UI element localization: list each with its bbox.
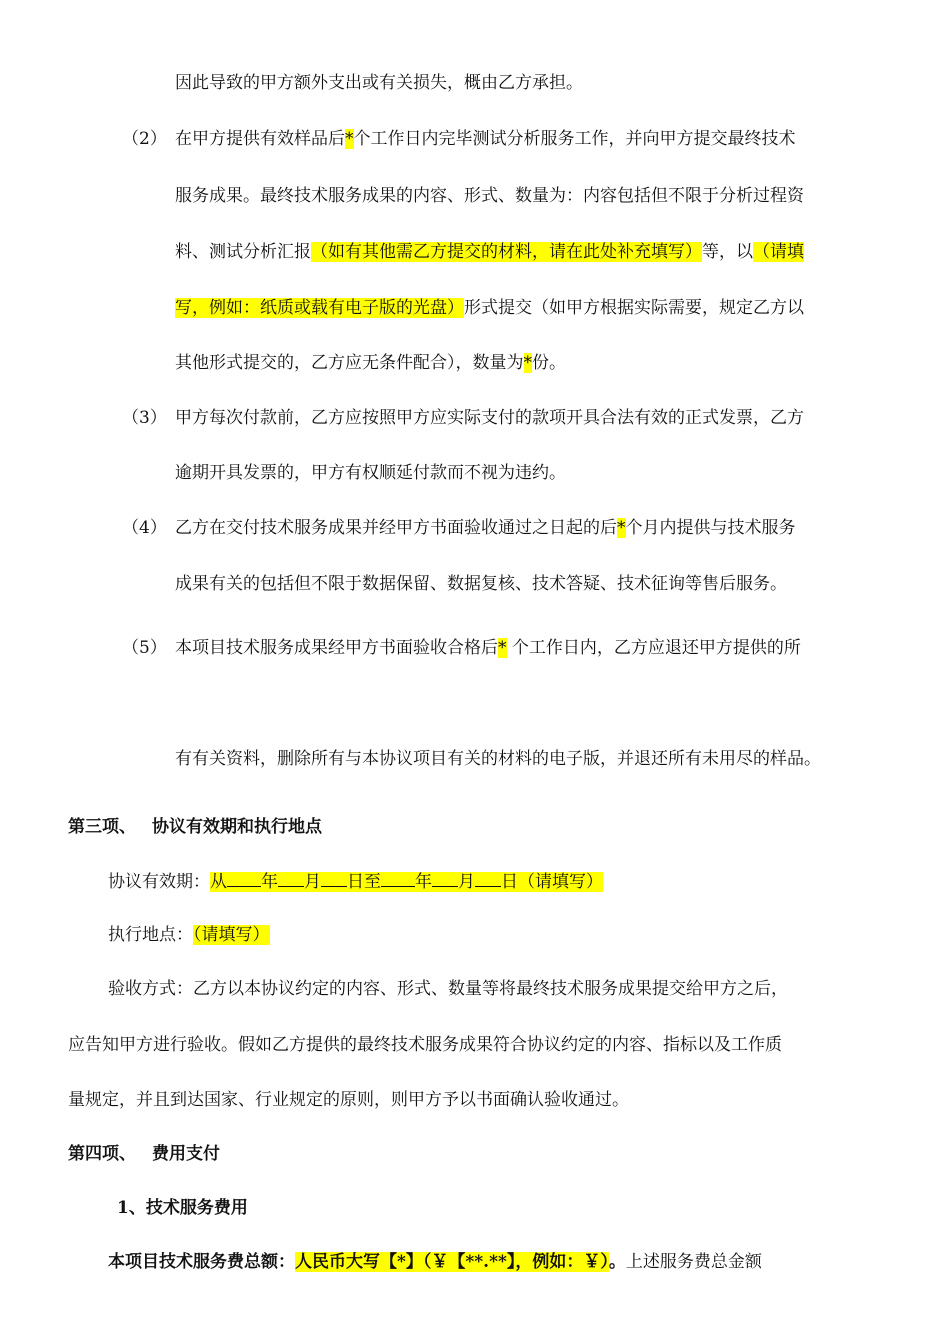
blank-field <box>321 869 347 887</box>
section-heading <box>68 1142 220 1166</box>
item-number: （4） <box>122 518 167 538</box>
text-run: 乙方在交付技术服务成果并经甲方书面验收通过之日起的后 <box>175 518 617 538</box>
paragraph-line: 甲方每次付款前，乙方应按照甲方应实际支付的款项开具合法有效的正式发票，乙方 <box>175 408 804 428</box>
highlight-placeholder: （如有其他需乙方提交的材料，请在此处补充填写） <box>311 242 702 262</box>
text-run: 形式提交（如甲方根据实际需要，规定乙方以 <box>464 298 804 318</box>
paragraph-line <box>175 636 801 660</box>
item-number: （2） <box>122 129 167 149</box>
text-run: 日（请填写） <box>501 872 603 892</box>
blank-field <box>227 869 261 887</box>
item-number: （5） <box>122 638 167 658</box>
subsection-heading: 1、技术服务费用 <box>117 1198 248 1218</box>
item-number: （3） <box>122 408 167 428</box>
place-line <box>108 923 270 947</box>
paragraph-line: 应告知甲方进行验收。假如乙方提供的最终技术服务成果符合协议约定的内容、指标以及工作质 <box>68 1035 782 1055</box>
text-run: 月 <box>458 872 475 892</box>
validity-label: 协议有效期： <box>108 872 210 892</box>
section-number: 第四项、 <box>68 1144 136 1164</box>
text-run: 年 <box>415 872 432 892</box>
fee-total-line <box>108 1250 762 1274</box>
validity-line <box>108 869 603 894</box>
blank-field <box>475 869 501 887</box>
paragraph-line <box>175 127 796 151</box>
highlight-placeholder: * <box>617 518 626 538</box>
text-run: 上述服务费总金额 <box>625 1252 762 1272</box>
paragraph-line <box>175 296 804 320</box>
blank-field <box>381 869 415 887</box>
paragraph-line: 服务成果。最终技术服务成果的内容、形式、数量为：内容包括但不限于分析过程资 <box>175 186 804 206</box>
paragraph-line <box>175 351 566 375</box>
paragraph-line <box>175 240 804 264</box>
text-run: 日至 <box>347 872 381 892</box>
text-run: 料、测试分析汇报 <box>175 242 311 262</box>
section-number: 第三项、 <box>68 817 136 837</box>
paragraph-line: 成果有关的包括但不限于数据保留、数据复核、技术答疑、技术征询等售后服务。 <box>175 574 787 594</box>
highlight-placeholder: （请填 <box>753 242 804 262</box>
text-run: 份。 <box>532 353 566 373</box>
highlight-placeholder: * <box>498 638 507 658</box>
text-run: 其他形式提交的，乙方应无条件配合），数量为 <box>175 353 524 373</box>
highlight-placeholder: * <box>523 353 532 373</box>
text-run: 个工作日内完毕测试分析服务工作，并向甲方提交最终技术 <box>353 129 796 149</box>
fee-total-label: 本项目技术服务费总额： <box>108 1252 295 1272</box>
blank-field <box>432 869 458 887</box>
place-value: （请填写） <box>193 925 270 945</box>
section-title: 费用支付 <box>152 1144 220 1164</box>
place-label: 执行地点： <box>108 925 193 945</box>
blank-field <box>278 869 304 887</box>
fee-total-value: 人民币大写【*】（￥【**.**】，例如：￥） <box>295 1252 609 1272</box>
paragraph-line: 逾期开具发票的，甲方有权顺延付款而不视为违约。 <box>175 463 566 483</box>
section-title: 协议有效期和执行地点 <box>152 817 322 837</box>
text-run: 在甲方提供有效样品后 <box>175 129 345 149</box>
section-heading <box>68 815 322 839</box>
text-run: 月 <box>304 872 321 892</box>
text-run: 年 <box>261 872 278 892</box>
text-run: 个工作日内，乙方应退还甲方提供的所 <box>506 638 801 658</box>
text-run: 个月内提供与技术服务 <box>625 518 796 538</box>
validity-value <box>210 872 603 892</box>
paragraph-line <box>175 516 796 540</box>
text-run: 本项目技术服务成果经甲方书面验收合格后 <box>175 638 498 658</box>
paragraph-line: 量规定，并且到达国家、行业规定的原则，则甲方予以书面确认验收通过。 <box>68 1090 629 1110</box>
highlight-placeholder: 写，例如：纸质或载有电子版的光盘） <box>175 298 464 318</box>
paragraph-line: 因此导致的甲方额外支出或有关损失，概由乙方承担。 <box>175 73 583 93</box>
paragraph-line: 验收方式：乙方以本协议约定的内容、形式、数量等将最终技术服务成果提交给甲方之后， <box>108 979 788 999</box>
text-run: 等，以 <box>702 242 753 262</box>
highlight-placeholder: * <box>345 129 354 149</box>
text-run: 。 <box>608 1252 626 1272</box>
text-run: 从 <box>210 872 227 892</box>
paragraph-line: 有有关资料，删除所有与本协议项目有关的材料的电子版，并退还所有未用尽的样品。 <box>175 749 821 769</box>
